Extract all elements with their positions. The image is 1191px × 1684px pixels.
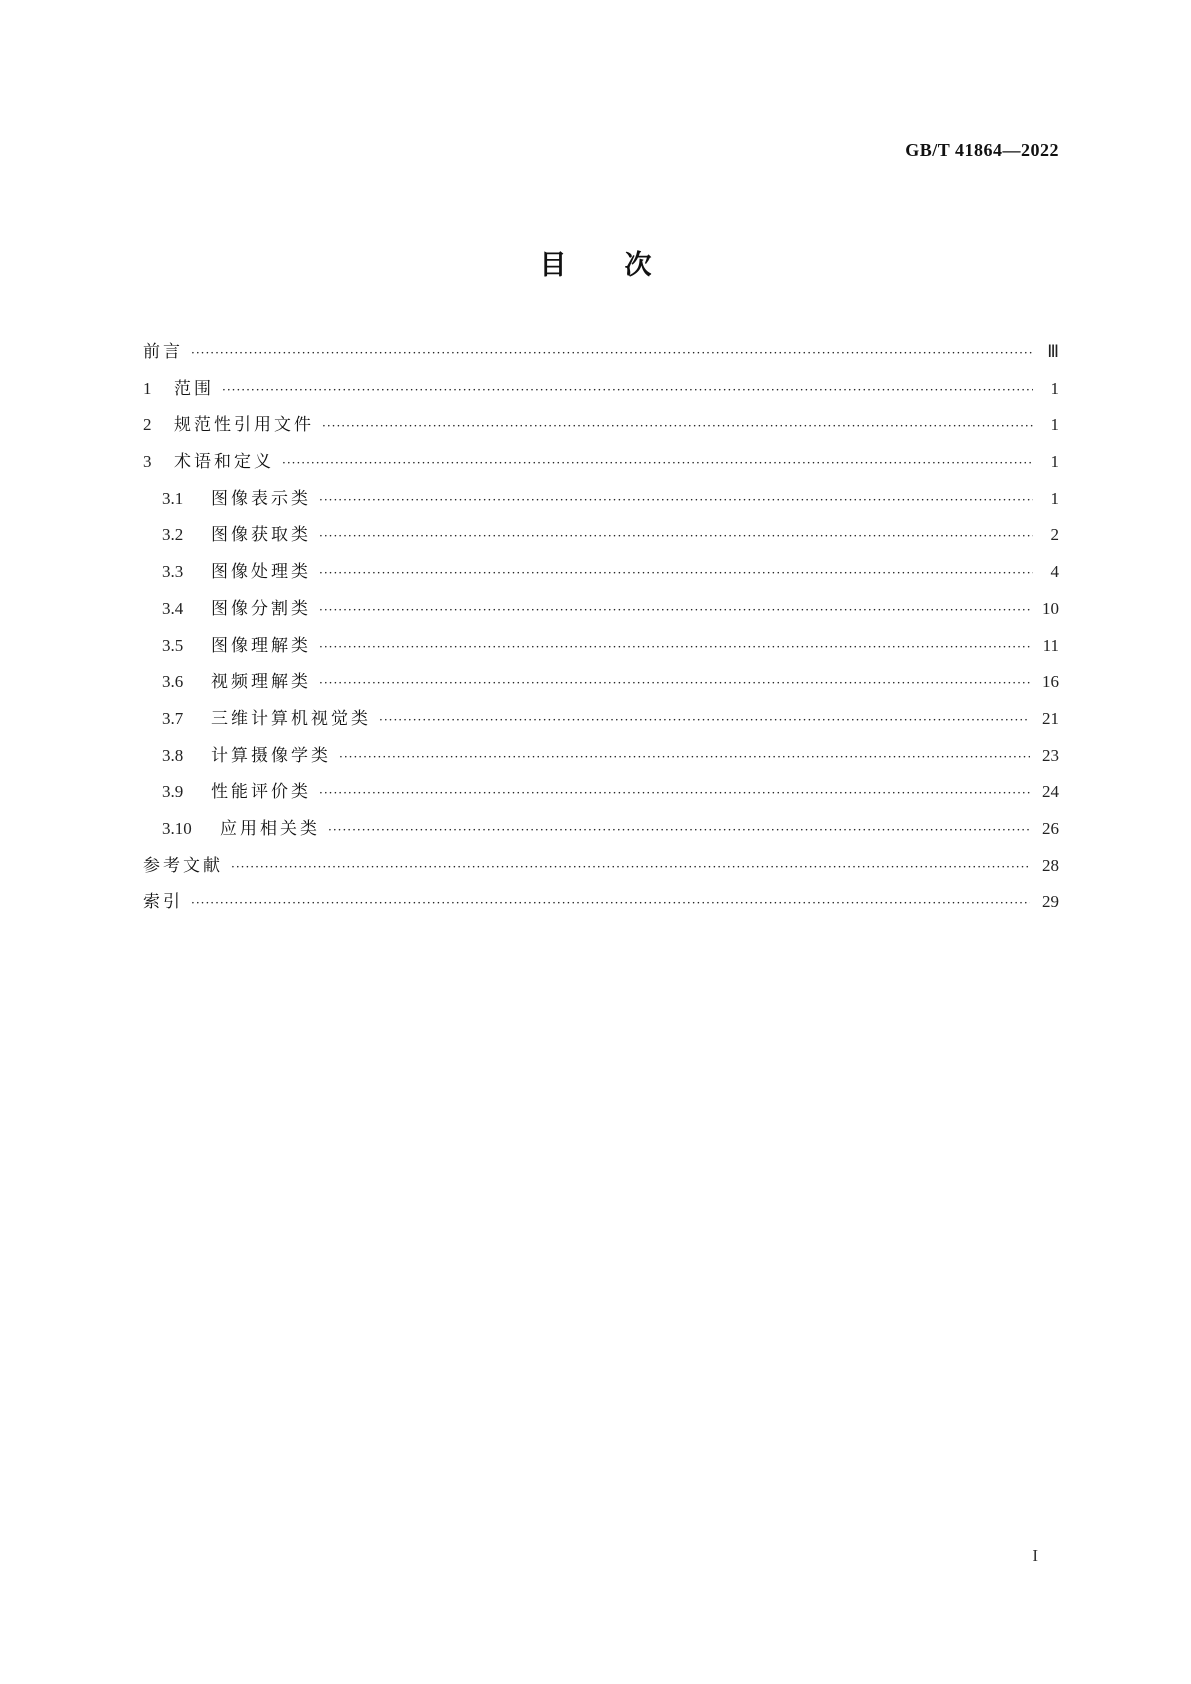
toc-number: 3.4 bbox=[162, 598, 184, 618]
toc-label: 规范性引用文件 bbox=[174, 415, 314, 436]
toc-leader bbox=[379, 708, 1030, 732]
toc-label: 图像理解类 bbox=[211, 635, 311, 656]
toc-page: 11 bbox=[1042, 635, 1059, 655]
toc-leader bbox=[231, 855, 1030, 879]
toc-leader bbox=[319, 781, 1030, 805]
toc-page: 16 bbox=[1042, 672, 1059, 692]
toc-page: 1 bbox=[1050, 452, 1059, 472]
toc-entry-bibliography[interactable] bbox=[143, 854, 1059, 891]
page-title: 目次 bbox=[539, 250, 710, 281]
toc-leader bbox=[328, 818, 1030, 842]
toc-page: 1 bbox=[1050, 378, 1059, 398]
toc-label: 图像分割类 bbox=[211, 598, 311, 619]
toc-leader bbox=[339, 745, 1030, 769]
standard-code: GB/T 41864—2022 bbox=[905, 140, 1059, 160]
toc-number: 3.9 bbox=[162, 782, 184, 802]
toc-entry-normative-references[interactable] bbox=[143, 413, 1059, 450]
toc-number: 3.3 bbox=[162, 562, 184, 582]
toc-entry-3-5[interactable] bbox=[143, 634, 1059, 671]
table-of-contents bbox=[143, 340, 1059, 927]
toc-number: 3 bbox=[143, 452, 152, 472]
toc-page: 10 bbox=[1042, 598, 1059, 618]
toc-page: 1 bbox=[1050, 415, 1059, 435]
toc-leader bbox=[191, 891, 1030, 915]
toc-page: 21 bbox=[1042, 708, 1059, 728]
toc-entry-3-7[interactable] bbox=[143, 707, 1059, 744]
toc-number: 3.1 bbox=[162, 488, 184, 508]
toc-entry-scope[interactable] bbox=[143, 377, 1059, 414]
toc-page: 4 bbox=[1050, 562, 1059, 582]
toc-leader bbox=[319, 671, 1030, 695]
toc-number: 3.7 bbox=[162, 708, 184, 728]
toc-label: 计算摄像学类 bbox=[211, 745, 331, 766]
toc-label: 性能评价类 bbox=[211, 782, 311, 803]
toc-page: 1 bbox=[1050, 488, 1059, 508]
toc-page: 24 bbox=[1042, 782, 1059, 802]
toc-entry-foreword[interactable] bbox=[143, 340, 1059, 377]
toc-label: 三维计算机视觉类 bbox=[211, 708, 371, 729]
toc-label: 索引 bbox=[143, 892, 183, 913]
toc-leader bbox=[282, 451, 1033, 475]
toc-number: 3.2 bbox=[162, 525, 184, 545]
toc-label: 术语和定义 bbox=[174, 452, 274, 473]
toc-page: Ⅲ bbox=[1047, 342, 1059, 361]
toc-page: 2 bbox=[1050, 525, 1059, 545]
toc-number: 3.5 bbox=[162, 635, 184, 655]
toc-entry-terms-definitions[interactable] bbox=[143, 450, 1059, 487]
toc-entry-3-2[interactable] bbox=[143, 523, 1059, 560]
toc-page: 29 bbox=[1042, 892, 1059, 912]
toc-leader bbox=[322, 414, 1033, 438]
toc-number: 3.6 bbox=[162, 672, 184, 692]
toc-label: 前言 bbox=[143, 342, 183, 362]
toc-entry-index[interactable] bbox=[143, 890, 1059, 927]
toc-number: 1 bbox=[143, 378, 152, 398]
toc-number: 3.10 bbox=[162, 818, 192, 838]
toc-entry-3-6[interactable] bbox=[143, 670, 1059, 707]
toc-label: 图像表示类 bbox=[211, 488, 311, 509]
toc-page: 23 bbox=[1042, 745, 1059, 765]
toc-leader bbox=[319, 635, 1031, 659]
toc-entry-3-8[interactable] bbox=[143, 744, 1059, 781]
toc-page: 26 bbox=[1042, 818, 1059, 838]
toc-leader bbox=[222, 378, 1033, 402]
toc-leader bbox=[319, 598, 1030, 622]
toc-entry-3-9[interactable] bbox=[143, 780, 1059, 817]
toc-entry-3-4[interactable] bbox=[143, 597, 1059, 634]
toc-label: 图像获取类 bbox=[211, 525, 311, 546]
toc-label: 应用相关类 bbox=[220, 818, 320, 839]
toc-entry-3-10[interactable] bbox=[143, 817, 1059, 854]
toc-number: 3.8 bbox=[162, 745, 184, 765]
toc-entry-3-3[interactable] bbox=[143, 560, 1059, 597]
toc-label: 图像处理类 bbox=[211, 562, 311, 583]
toc-label: 视频理解类 bbox=[211, 672, 311, 693]
toc-page: 28 bbox=[1042, 855, 1059, 875]
page-number: I bbox=[1032, 1546, 1038, 1565]
toc-label: 范围 bbox=[174, 378, 214, 399]
toc-label: 参考文献 bbox=[143, 855, 223, 876]
toc-leader bbox=[319, 524, 1033, 548]
toc-leader bbox=[191, 341, 1033, 365]
toc-leader bbox=[319, 561, 1033, 585]
toc-number: 2 bbox=[143, 415, 152, 435]
toc-leader bbox=[319, 488, 1033, 512]
toc-entry-3-1[interactable] bbox=[143, 487, 1059, 524]
